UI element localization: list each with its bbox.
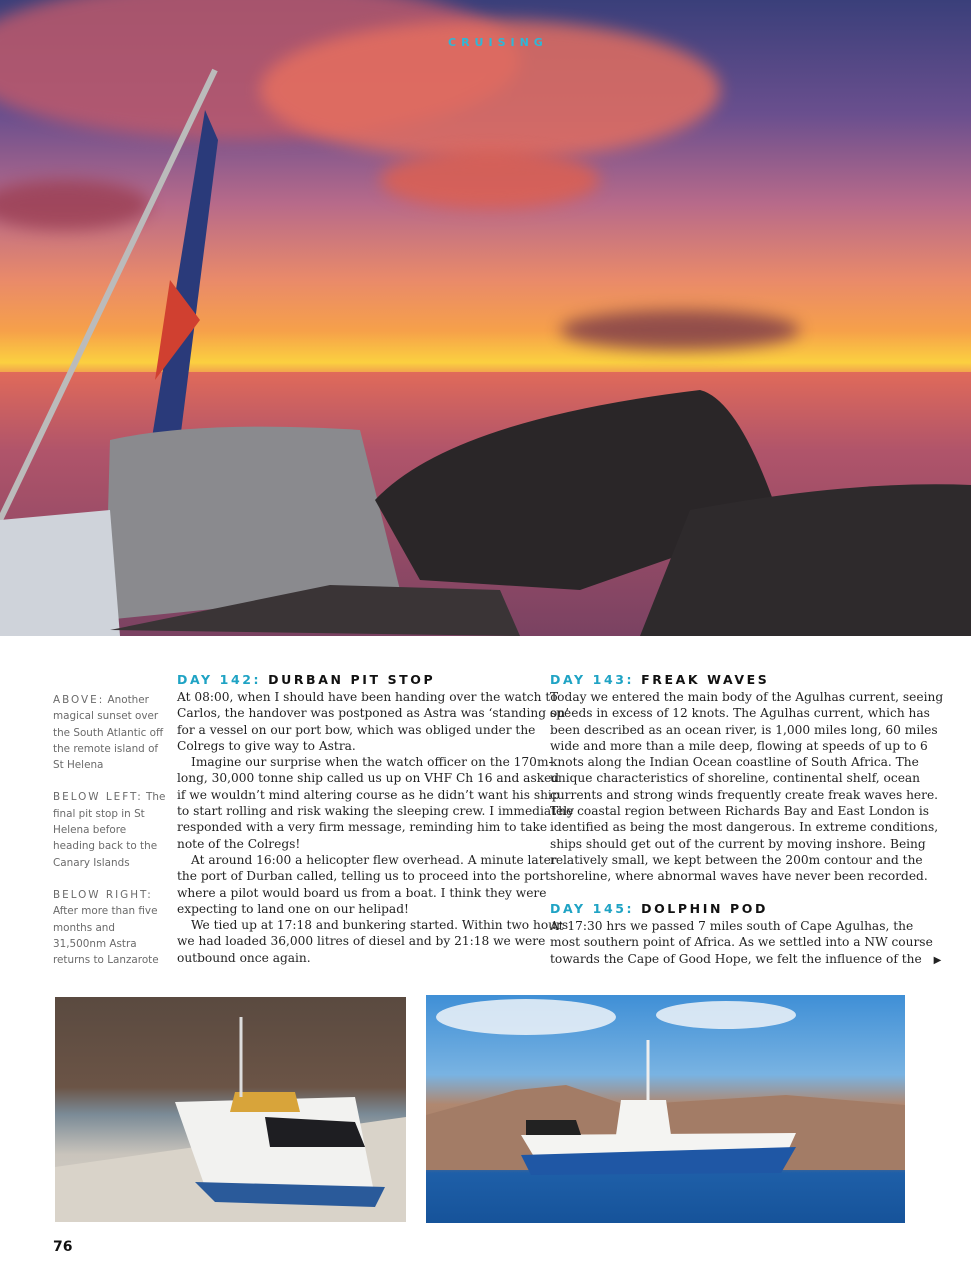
text-line: the port of Durban called, telling us to proceed into the port xyxy=(177,869,551,884)
text-line: where a pilot would board us from a boat. I think they were xyxy=(177,885,547,900)
text-line: outbound once again. xyxy=(177,950,311,965)
text-line: expecting to land one on our helipad! xyxy=(177,901,409,916)
photo-st-helena-pit-stop xyxy=(55,997,406,1222)
text-line: shoreline, where abnormal waves have never been recorded. xyxy=(550,869,928,884)
section-heading: DAY 143: FREAK WAVES xyxy=(550,672,770,687)
text-line: currents and strong winds frequently create freak waves here. xyxy=(550,787,939,802)
text-line: Carlos, the handover was postponed as Astra was ‘standing on’ xyxy=(177,706,569,721)
text-line: relatively small, we kept between the 200m contour and the xyxy=(550,852,923,867)
text-line: wide and more than a mile deep, flowing at speeds of up to 6 xyxy=(550,738,928,753)
section-heading: DAY 145: DOLPHIN POD xyxy=(550,901,768,916)
text-line: At 17:30 hrs we passed 7 miles south of Cape Agulhas, the xyxy=(550,919,914,933)
text-line: if we wouldn’t mind altering course as he didn’t want his ship xyxy=(177,787,560,802)
text-line: responded with a very firm message, reminding him to take xyxy=(177,820,548,835)
text-line: We tied up at 17:18 and bunkering started. Within two hours xyxy=(191,918,569,933)
hero-photo-sunset xyxy=(0,0,971,636)
text-line: At around 16:00 a helicopter flew overhead. A minute later xyxy=(191,852,557,867)
text-line: we had loaded 36,000 litres of diesel and by 21:18 we were xyxy=(177,934,546,949)
text-line: identified as being the most dangerous. In extreme conditions, xyxy=(550,820,939,835)
caption-below-left: BELOW LEFT: The final pit stop in St Helena before heading back to the Canary Islands xyxy=(53,791,166,869)
caption-below-right: BELOW RIGHT: After more than five months and 31,500nm Astra returns to Lanzarote xyxy=(53,888,159,967)
text-line: Colregs to give way to Astra. xyxy=(177,738,356,753)
text-line: Imagine our surprise when the watch officer on the 170m- xyxy=(191,755,553,770)
page-number: 76 xyxy=(53,1239,73,1255)
article-body xyxy=(177,689,574,966)
article-body xyxy=(550,918,941,969)
text-line: speeds in excess of 12 knots. The Agulhas current, which has xyxy=(550,706,930,721)
section-heading: DAY 142: DURBAN PIT STOP xyxy=(177,672,436,687)
text-line: to start rolling and risk waking the sleeping crew. I immediately xyxy=(177,804,575,819)
caption-above: ABOVE: Another magical sunset over the South Atlantic off the remote island of St Helena xyxy=(53,694,164,772)
photo-astra-lanzarote xyxy=(426,995,905,1223)
text-line: Today we entered the main body of the Agulhas current, seeing xyxy=(550,690,944,704)
article-day-143 xyxy=(550,672,943,885)
text-line: most southern point of Africa. As we settled into a NW course xyxy=(550,935,933,950)
text-line: The coastal region between Richards Bay and East London is xyxy=(550,804,930,819)
text-line: At 08:00, when I should have been handing over the watch to xyxy=(177,690,558,704)
text-line: knots along the Indian Ocean coastline of South Africa. The xyxy=(550,755,919,770)
text-line: for a vessel on our port bow, which was obliged under the xyxy=(177,722,536,737)
text-line: note of the Colregs! xyxy=(177,836,301,851)
article-day-145 xyxy=(550,901,941,969)
text-line: long, 30,000 tonne ship called us up on VHF Ch 16 and asked xyxy=(177,771,560,786)
text-line: been described as an ocean river, is 1,000 miles long, 60 miles xyxy=(550,722,938,737)
photo-captions xyxy=(53,692,168,984)
text-line: unique characteristics of shoreline, continental shelf, ocean xyxy=(550,771,921,786)
article-day-142 xyxy=(177,672,574,966)
text-line: ships should get out of the current by moving inshore. Being xyxy=(550,836,926,851)
article-body xyxy=(550,689,943,885)
continue-arrow-icon: ▶ xyxy=(933,954,942,966)
text-line: towards the Cape of Good Hope, we felt the influence of the ▶ xyxy=(550,951,941,969)
section-label: CRUISING xyxy=(448,36,548,49)
